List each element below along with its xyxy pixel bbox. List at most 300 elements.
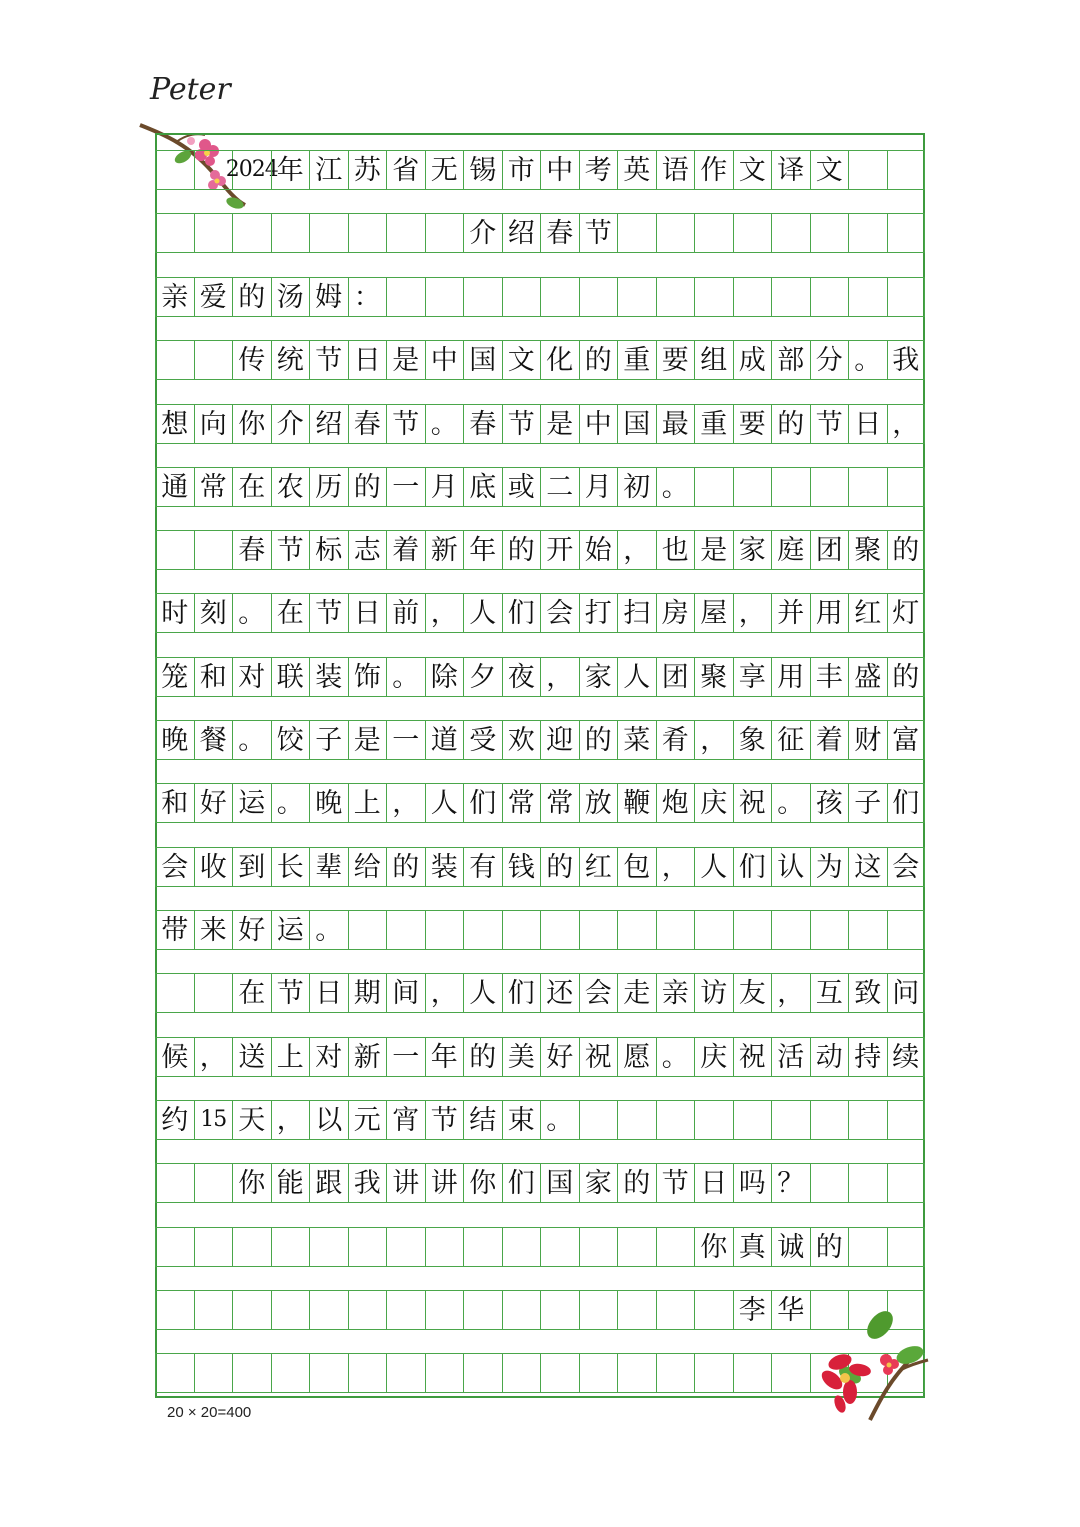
grid-cell: 好 bbox=[540, 1037, 579, 1077]
grid-cell: 能 bbox=[271, 1163, 310, 1203]
grid-row bbox=[155, 783, 925, 823]
grid-cell bbox=[194, 1163, 233, 1203]
grid-cell bbox=[271, 1290, 310, 1330]
grid-cell: 愿 bbox=[617, 1037, 656, 1077]
grid-cell bbox=[194, 530, 233, 570]
grid-cell: ， bbox=[771, 973, 810, 1013]
grid-cell bbox=[771, 467, 810, 507]
grid-cell: 节 bbox=[810, 404, 849, 444]
grid-cell: 辈 bbox=[309, 847, 348, 887]
grid-cell: 象 bbox=[733, 720, 772, 760]
grid-cell: 结 bbox=[463, 1100, 502, 1140]
grid-cell: 日 bbox=[348, 340, 387, 380]
grid-cell: 节 bbox=[579, 213, 618, 253]
grid-cell: 。 bbox=[656, 1037, 695, 1077]
grid-count-label: 20 × 20=400 bbox=[167, 1404, 252, 1421]
grid-cell: 联 bbox=[271, 657, 310, 697]
grid-cell: 节 bbox=[271, 973, 310, 1013]
grid-cell: 的 bbox=[887, 530, 926, 570]
grid-cell: 春 bbox=[348, 404, 387, 444]
grid-cell: 新 bbox=[425, 530, 464, 570]
grid-cell bbox=[733, 277, 772, 317]
grid-cell: 历 bbox=[309, 467, 348, 507]
grid-cell: 给 bbox=[348, 847, 387, 887]
grid-cell: 。 bbox=[848, 340, 887, 380]
grid-cell bbox=[540, 910, 579, 950]
grid-cell bbox=[232, 213, 271, 253]
grid-row bbox=[155, 910, 925, 950]
grid-cell bbox=[579, 277, 618, 317]
grid-row bbox=[155, 150, 925, 190]
grid-cell: 跟 bbox=[309, 1163, 348, 1203]
grid-cell bbox=[309, 213, 348, 253]
grid-cell bbox=[309, 1290, 348, 1330]
grid-cell: 锡 bbox=[463, 150, 502, 190]
grid-cell bbox=[155, 213, 194, 253]
grid-cell bbox=[271, 1227, 310, 1267]
grid-cell bbox=[810, 277, 849, 317]
grid-cell: 是 bbox=[386, 340, 425, 380]
grid-cell: 讲 bbox=[425, 1163, 464, 1203]
grid-cell bbox=[656, 1100, 695, 1140]
grid-cell: 美 bbox=[502, 1037, 541, 1077]
grid-cell: 肴 bbox=[656, 720, 695, 760]
grid-cell bbox=[155, 1353, 194, 1393]
grid-cell: 受 bbox=[463, 720, 502, 760]
grid-cell: 带 bbox=[155, 910, 194, 950]
grid-cell: 约 bbox=[155, 1100, 194, 1140]
grid-cell: 。 bbox=[771, 783, 810, 823]
grid-cell bbox=[656, 1353, 695, 1393]
grid-cell bbox=[194, 1353, 233, 1393]
grid-cell: 们 bbox=[502, 593, 541, 633]
grid-row bbox=[155, 277, 925, 317]
grid-cell bbox=[425, 277, 464, 317]
grid-cell bbox=[617, 1227, 656, 1267]
grid-cell bbox=[887, 910, 926, 950]
grid-cell bbox=[848, 1163, 887, 1203]
grid-row bbox=[155, 657, 925, 697]
grid-cell: 讲 bbox=[386, 1163, 425, 1203]
grid-cell: 15 bbox=[194, 1100, 233, 1140]
grid-row bbox=[155, 213, 925, 253]
grid-cell bbox=[502, 910, 541, 950]
grid-cell: 祝 bbox=[733, 783, 772, 823]
grid-cell: 节 bbox=[309, 340, 348, 380]
grid-cell: 是 bbox=[348, 720, 387, 760]
grid-cell: 访 bbox=[694, 973, 733, 1013]
grid-cell bbox=[848, 277, 887, 317]
grid-cell: 聚 bbox=[694, 657, 733, 697]
grid-cell: 前 bbox=[386, 593, 425, 633]
grid-cell: 会 bbox=[155, 847, 194, 887]
grid-cell bbox=[656, 1290, 695, 1330]
grid-cell: 介 bbox=[271, 404, 310, 444]
grid-cell: 菜 bbox=[617, 720, 656, 760]
grid-cell: 。 bbox=[232, 593, 271, 633]
grid-cell: 钱 bbox=[502, 847, 541, 887]
grid-cell: 诚 bbox=[771, 1227, 810, 1267]
grid-cell: 英 bbox=[617, 150, 656, 190]
grid-cell bbox=[502, 1227, 541, 1267]
grid-cell: 国 bbox=[540, 1163, 579, 1203]
grid-cell: ， bbox=[425, 973, 464, 1013]
grid-cell: 饺 bbox=[271, 720, 310, 760]
grid-cell bbox=[617, 277, 656, 317]
grid-cell: 李 bbox=[733, 1290, 772, 1330]
grid-cell: 也 bbox=[656, 530, 695, 570]
grid-cell: 中 bbox=[540, 150, 579, 190]
grid-cell: 放 bbox=[579, 783, 618, 823]
grid-cell: ， bbox=[271, 1100, 310, 1140]
grid-cell bbox=[155, 973, 194, 1013]
grid-cell: 续 bbox=[887, 1037, 926, 1077]
grid-cell: 间 bbox=[386, 973, 425, 1013]
grid-cell: 你 bbox=[232, 1163, 271, 1203]
grid-cell: 到 bbox=[232, 847, 271, 887]
grid-cell bbox=[579, 1227, 618, 1267]
grid-cell: 的 bbox=[579, 340, 618, 380]
grid-cell: 年 bbox=[271, 150, 310, 190]
grid-cell: 着 bbox=[810, 720, 849, 760]
grid-cell bbox=[771, 910, 810, 950]
grid-cell bbox=[155, 1163, 194, 1203]
grid-cell: 始 bbox=[579, 530, 618, 570]
grid-cell: 聚 bbox=[848, 530, 887, 570]
grid-cell bbox=[733, 910, 772, 950]
grid-cell bbox=[425, 910, 464, 950]
grid-cell: 友 bbox=[733, 973, 772, 1013]
grid-cell: 饰 bbox=[348, 657, 387, 697]
grid-cell bbox=[463, 277, 502, 317]
grid-cell bbox=[463, 1353, 502, 1393]
grid-cell bbox=[579, 1353, 618, 1393]
grid-cell: ， bbox=[656, 847, 695, 887]
grid-cell: 一 bbox=[386, 467, 425, 507]
grid-cell: 并 bbox=[771, 593, 810, 633]
grid-cell: 日 bbox=[348, 593, 387, 633]
grid-cell: 房 bbox=[656, 593, 695, 633]
grid-cell bbox=[425, 1353, 464, 1393]
grid-cell: 宵 bbox=[386, 1100, 425, 1140]
grid-cell bbox=[617, 910, 656, 950]
grid-cell bbox=[656, 910, 695, 950]
grid-cell: 祝 bbox=[579, 1037, 618, 1077]
grid-cell: 们 bbox=[733, 847, 772, 887]
grid-cell: 和 bbox=[194, 657, 233, 697]
grid-cell: 国 bbox=[463, 340, 502, 380]
grid-cell: 华 bbox=[771, 1290, 810, 1330]
grid-cell bbox=[502, 277, 541, 317]
grid-cell: 问 bbox=[887, 973, 926, 1013]
grid-cell: 财 bbox=[848, 720, 887, 760]
grid-cell: 姆 bbox=[309, 277, 348, 317]
grid-cell: 以 bbox=[309, 1100, 348, 1140]
grid-cell: 亲 bbox=[656, 973, 695, 1013]
grid-cell bbox=[733, 213, 772, 253]
grid-cell: 你 bbox=[694, 1227, 733, 1267]
grid-cell: 迎 bbox=[540, 720, 579, 760]
grid-cell: 们 bbox=[887, 783, 926, 823]
grid-cell: 着 bbox=[386, 530, 425, 570]
grid-cell bbox=[810, 213, 849, 253]
grid-cell bbox=[194, 973, 233, 1013]
grid-cell: 这 bbox=[848, 847, 887, 887]
grid-cell: 走 bbox=[617, 973, 656, 1013]
grid-cell: 丰 bbox=[810, 657, 849, 697]
grid-cell: 中 bbox=[579, 404, 618, 444]
grid-cell bbox=[348, 1227, 387, 1267]
grid-cell: 庆 bbox=[694, 783, 733, 823]
grid-cell: 分 bbox=[810, 340, 849, 380]
grid-cell: 屋 bbox=[694, 593, 733, 633]
grid-row bbox=[155, 1163, 925, 1203]
grid-row bbox=[155, 1100, 925, 1140]
grid-cell: 常 bbox=[540, 783, 579, 823]
grid-cell: 天 bbox=[232, 1100, 271, 1140]
grid-cell bbox=[463, 1290, 502, 1330]
grid-cell: 江 bbox=[309, 150, 348, 190]
grid-cell: 期 bbox=[348, 973, 387, 1013]
grid-cell: 语 bbox=[656, 150, 695, 190]
grid-cell bbox=[309, 1227, 348, 1267]
grid-cell: 在 bbox=[232, 467, 271, 507]
grid-cell: 标 bbox=[309, 530, 348, 570]
grid-cell: 文 bbox=[733, 150, 772, 190]
grid-cell: 人 bbox=[463, 973, 502, 1013]
grid-cell: 家 bbox=[579, 657, 618, 697]
grid-cell: 农 bbox=[271, 467, 310, 507]
grid-cell bbox=[771, 213, 810, 253]
grid-cell bbox=[887, 1227, 926, 1267]
grid-cell: 在 bbox=[271, 593, 310, 633]
grid-cell bbox=[348, 910, 387, 950]
grid-cell bbox=[771, 277, 810, 317]
grid-cell: 好 bbox=[194, 783, 233, 823]
grid-cell: 中 bbox=[425, 340, 464, 380]
grid-cell: 红 bbox=[579, 847, 618, 887]
grid-cell: 炮 bbox=[656, 783, 695, 823]
grid-cell: 们 bbox=[502, 973, 541, 1013]
grid-cell bbox=[463, 1227, 502, 1267]
grid-cell: 庆 bbox=[694, 1037, 733, 1077]
grid-cell bbox=[656, 213, 695, 253]
grid-cell: 一 bbox=[386, 1037, 425, 1077]
grid-cell: 持 bbox=[848, 1037, 887, 1077]
grid-cell bbox=[694, 910, 733, 950]
grid-cell: 日 bbox=[848, 404, 887, 444]
grid-cell: 和 bbox=[155, 783, 194, 823]
grid-cell: 家 bbox=[733, 530, 772, 570]
grid-cell: ， bbox=[386, 783, 425, 823]
writing-grid-sheet bbox=[155, 133, 925, 1398]
grid-cell: 文 bbox=[502, 340, 541, 380]
grid-cell: 组 bbox=[694, 340, 733, 380]
grid-cell: 苏 bbox=[348, 150, 387, 190]
grid-cell: 运 bbox=[232, 783, 271, 823]
grid-cell bbox=[694, 277, 733, 317]
grid-cell: 庭 bbox=[771, 530, 810, 570]
grid-cell: 人 bbox=[617, 657, 656, 697]
grid-cell: ， bbox=[733, 593, 772, 633]
grid-cell bbox=[848, 1227, 887, 1267]
grid-cell bbox=[848, 467, 887, 507]
grid-cell: 国 bbox=[617, 404, 656, 444]
grid-cell: 重 bbox=[617, 340, 656, 380]
grid-cell: 吗 bbox=[733, 1163, 772, 1203]
grid-cell: 上 bbox=[348, 783, 387, 823]
grid-cell bbox=[271, 1353, 310, 1393]
grid-cell bbox=[540, 1290, 579, 1330]
grid-cell: 节 bbox=[425, 1100, 464, 1140]
grid-cell: 部 bbox=[771, 340, 810, 380]
grid-row bbox=[155, 340, 925, 380]
grid-cell: 。 bbox=[232, 720, 271, 760]
grid-cell: ， bbox=[887, 404, 926, 444]
grid-cell: 要 bbox=[733, 404, 772, 444]
grid-cell: 装 bbox=[309, 657, 348, 697]
grid-cell: 对 bbox=[309, 1037, 348, 1077]
grid-cell: 。 bbox=[425, 404, 464, 444]
grid-cell bbox=[887, 150, 926, 190]
grid-cell: 上 bbox=[271, 1037, 310, 1077]
grid-cell: 作 bbox=[694, 150, 733, 190]
grid-cell: 2024 bbox=[232, 150, 271, 190]
grid-cell: 爱 bbox=[194, 277, 233, 317]
grid-cell: 重 bbox=[694, 404, 733, 444]
grid-cell bbox=[232, 1290, 271, 1330]
grid-cell: 的 bbox=[887, 657, 926, 697]
grid-cell: 的 bbox=[540, 847, 579, 887]
grid-cell bbox=[155, 1290, 194, 1330]
grid-cell: 年 bbox=[463, 530, 502, 570]
grid-cell bbox=[155, 1227, 194, 1267]
grid-cell: 是 bbox=[694, 530, 733, 570]
grid-cell: 市 bbox=[502, 150, 541, 190]
grid-cell bbox=[425, 1290, 464, 1330]
grid-row bbox=[155, 720, 925, 760]
grid-cell: 送 bbox=[232, 1037, 271, 1077]
grid-cell: 人 bbox=[425, 783, 464, 823]
grid-cell: 的 bbox=[502, 530, 541, 570]
grid-cell: 用 bbox=[771, 657, 810, 697]
grid-cell: 。 bbox=[656, 467, 695, 507]
grid-cell: 活 bbox=[771, 1037, 810, 1077]
grid-cell bbox=[694, 1290, 733, 1330]
grid-cell bbox=[617, 1353, 656, 1393]
grid-cell: 我 bbox=[348, 1163, 387, 1203]
grid-cell: 红 bbox=[848, 593, 887, 633]
grid-cell bbox=[502, 1353, 541, 1393]
grid-cell: 亲 bbox=[155, 277, 194, 317]
grid-cell bbox=[694, 1353, 733, 1393]
grid-cell: 子 bbox=[309, 720, 348, 760]
grid-cell: ， bbox=[694, 720, 733, 760]
grid-cell bbox=[848, 213, 887, 253]
grid-cell: 。 bbox=[271, 783, 310, 823]
grid-cell: 月 bbox=[579, 467, 618, 507]
grid-cell bbox=[848, 1100, 887, 1140]
grid-cell: 笼 bbox=[155, 657, 194, 697]
grid-cell: 志 bbox=[348, 530, 387, 570]
grid-cell bbox=[502, 1290, 541, 1330]
grid-cell: 的 bbox=[771, 404, 810, 444]
grid-cell: 打 bbox=[579, 593, 618, 633]
grid-cell: 节 bbox=[271, 530, 310, 570]
grid-cell: 是 bbox=[540, 404, 579, 444]
grid-cell: 统 bbox=[271, 340, 310, 380]
grid-cell: 致 bbox=[848, 973, 887, 1013]
grid-cell: 要 bbox=[656, 340, 695, 380]
grid-cell bbox=[386, 213, 425, 253]
grid-cell bbox=[810, 1163, 849, 1203]
grid-cell: 团 bbox=[810, 530, 849, 570]
grid-cell: 动 bbox=[810, 1037, 849, 1077]
grid-cell: 人 bbox=[463, 593, 502, 633]
grid-cell: 夜 bbox=[502, 657, 541, 697]
grid-cell bbox=[155, 150, 194, 190]
grid-cell bbox=[733, 1353, 772, 1393]
grid-row bbox=[155, 467, 925, 507]
grid-cell: 的 bbox=[463, 1037, 502, 1077]
grid-cell: 绍 bbox=[309, 404, 348, 444]
grid-cell: 刻 bbox=[194, 593, 233, 633]
grid-cell bbox=[540, 1353, 579, 1393]
grid-cell: 二 bbox=[540, 467, 579, 507]
grid-cell: 时 bbox=[155, 593, 194, 633]
grid-cell bbox=[232, 1353, 271, 1393]
grid-cell: 盛 bbox=[848, 657, 887, 697]
grid-cell: ， bbox=[194, 1037, 233, 1077]
grid-cell: 。 bbox=[386, 657, 425, 697]
grid-cell: 你 bbox=[232, 404, 271, 444]
grid-cell: 常 bbox=[194, 467, 233, 507]
grid-cell bbox=[733, 467, 772, 507]
grid-cell: 底 bbox=[463, 467, 502, 507]
grid-cell: 长 bbox=[271, 847, 310, 887]
grid-cell bbox=[733, 1100, 772, 1140]
grid-cell bbox=[194, 1290, 233, 1330]
grid-cell: 或 bbox=[502, 467, 541, 507]
grid-cell: 考 bbox=[579, 150, 618, 190]
grid-cell bbox=[771, 1100, 810, 1140]
grid-cell bbox=[848, 150, 887, 190]
grid-cell bbox=[810, 910, 849, 950]
grid-cell bbox=[694, 467, 733, 507]
grid-cell: 我 bbox=[887, 340, 926, 380]
grid-cell: 节 bbox=[656, 1163, 695, 1203]
grid-cell: 候 bbox=[155, 1037, 194, 1077]
grid-cell: 译 bbox=[771, 150, 810, 190]
grid-cell bbox=[386, 1353, 425, 1393]
grid-cell: 初 bbox=[617, 467, 656, 507]
grid-cell bbox=[617, 213, 656, 253]
grid-cell: 在 bbox=[232, 973, 271, 1013]
grid-cell bbox=[810, 467, 849, 507]
grid-cell bbox=[771, 1353, 810, 1393]
grid-cell bbox=[579, 1290, 618, 1330]
grid-cell bbox=[194, 213, 233, 253]
grid-cell: 的 bbox=[232, 277, 271, 317]
grid-cell: 互 bbox=[810, 973, 849, 1013]
grid-cell: ， bbox=[425, 593, 464, 633]
grid-cell: 想 bbox=[155, 404, 194, 444]
grid-cell: 好 bbox=[232, 910, 271, 950]
grid-cell: 的 bbox=[617, 1163, 656, 1203]
grid-cell: 日 bbox=[309, 973, 348, 1013]
grid-cell: 汤 bbox=[271, 277, 310, 317]
grid-cell: ， bbox=[617, 530, 656, 570]
